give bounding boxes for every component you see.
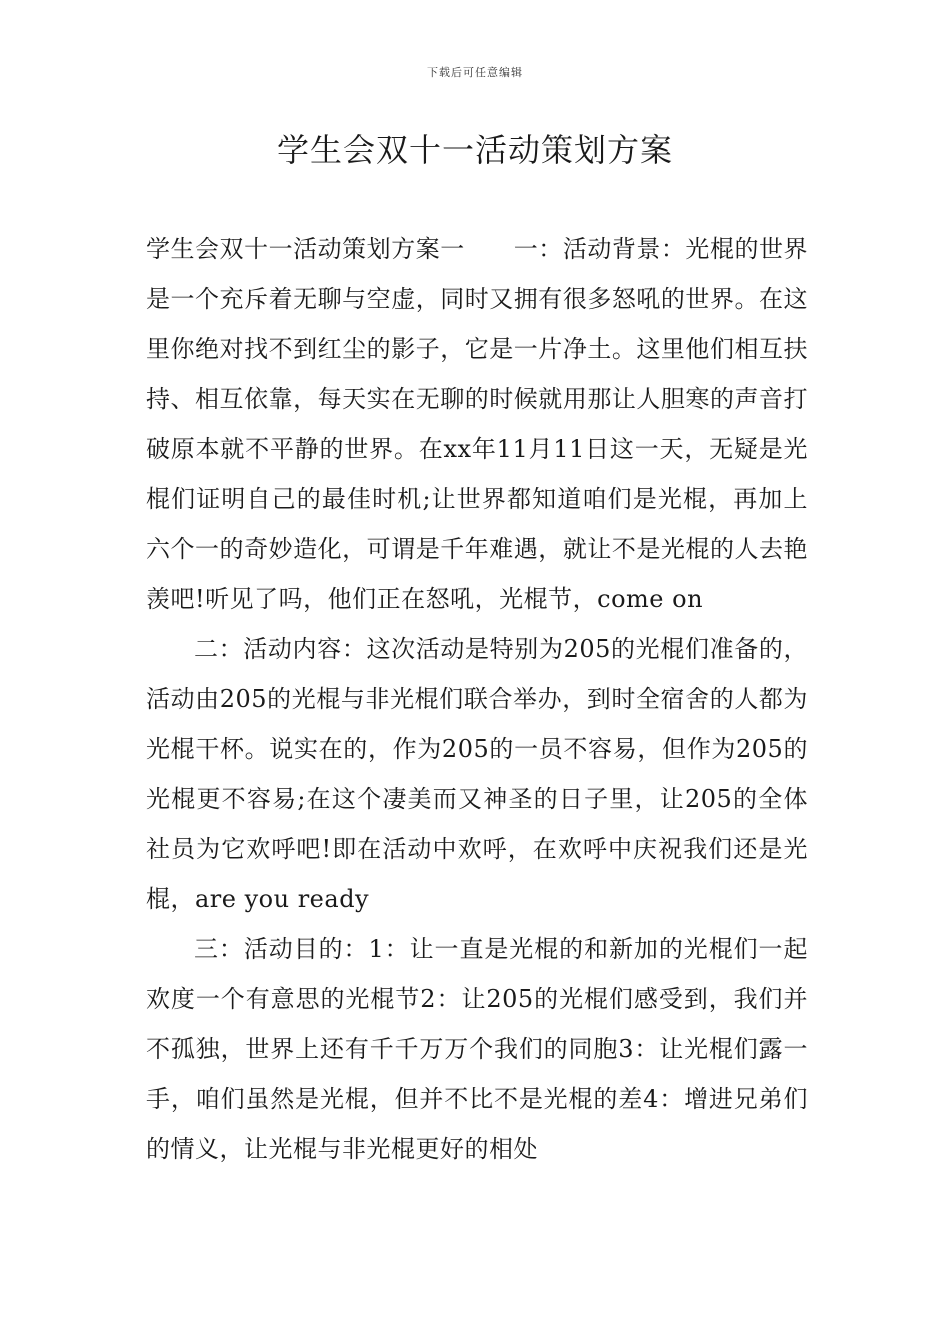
paragraph-background: 学生会双十一活动策划方案一 一：活动背景：光棍的世界是一个充斥着无聊与空虚，同时又拥有很多怒吼的世界。在这里你绝对找不到红尘的影子，它是一片净土。这里他们相互扶持、相互依靠，每天实在无聊的时候就用那让人胆寒的声音打破原本就不平静的世界。在xx年11月11日这一天，无疑是光棍们证明自己的最佳时机;让世界都知道咱们是光棍，再加上六个一的奇妙造化，可谓是千年难遇，就让不是光棍的人去艳羡吧!听见了吗，他们正在怒吼，光棍节，come on [146,235,808,613]
document-title: 学生会双十一活动策划方案 [276,131,673,169]
paragraph-purpose: 三：活动目的：1：让一直是光棍的和新加的光棍们一起欢度一个有意思的光棍节2：让205的光棍们感受到，我们并不孤独，世界上还有千千万万个我们的同胞3：让光棍们露一手，咱们虽然是光棍，但并不比不是光棍的差4：增进兄弟们的情义，让光棍与非光棍更好的相处 [146,935,808,1163]
paragraph-content: 二：活动内容：这次活动是特别为205的光棍们准备的，活动由205的光棍与非光棍们联合举办，到时全宿舍的人都为光棍干杯。说实在的，作为205的一员不容易，但作为205的光棍更不容易;在这个凄美而又神圣的日子里，让205的全体社员为它欢呼吧!即在活动中欢呼，在欢呼中庆祝我们还是光棍，are you ready [146,635,808,913]
header-note: 下载后可任意编辑 [427,66,523,79]
document-body [146,224,808,1174]
